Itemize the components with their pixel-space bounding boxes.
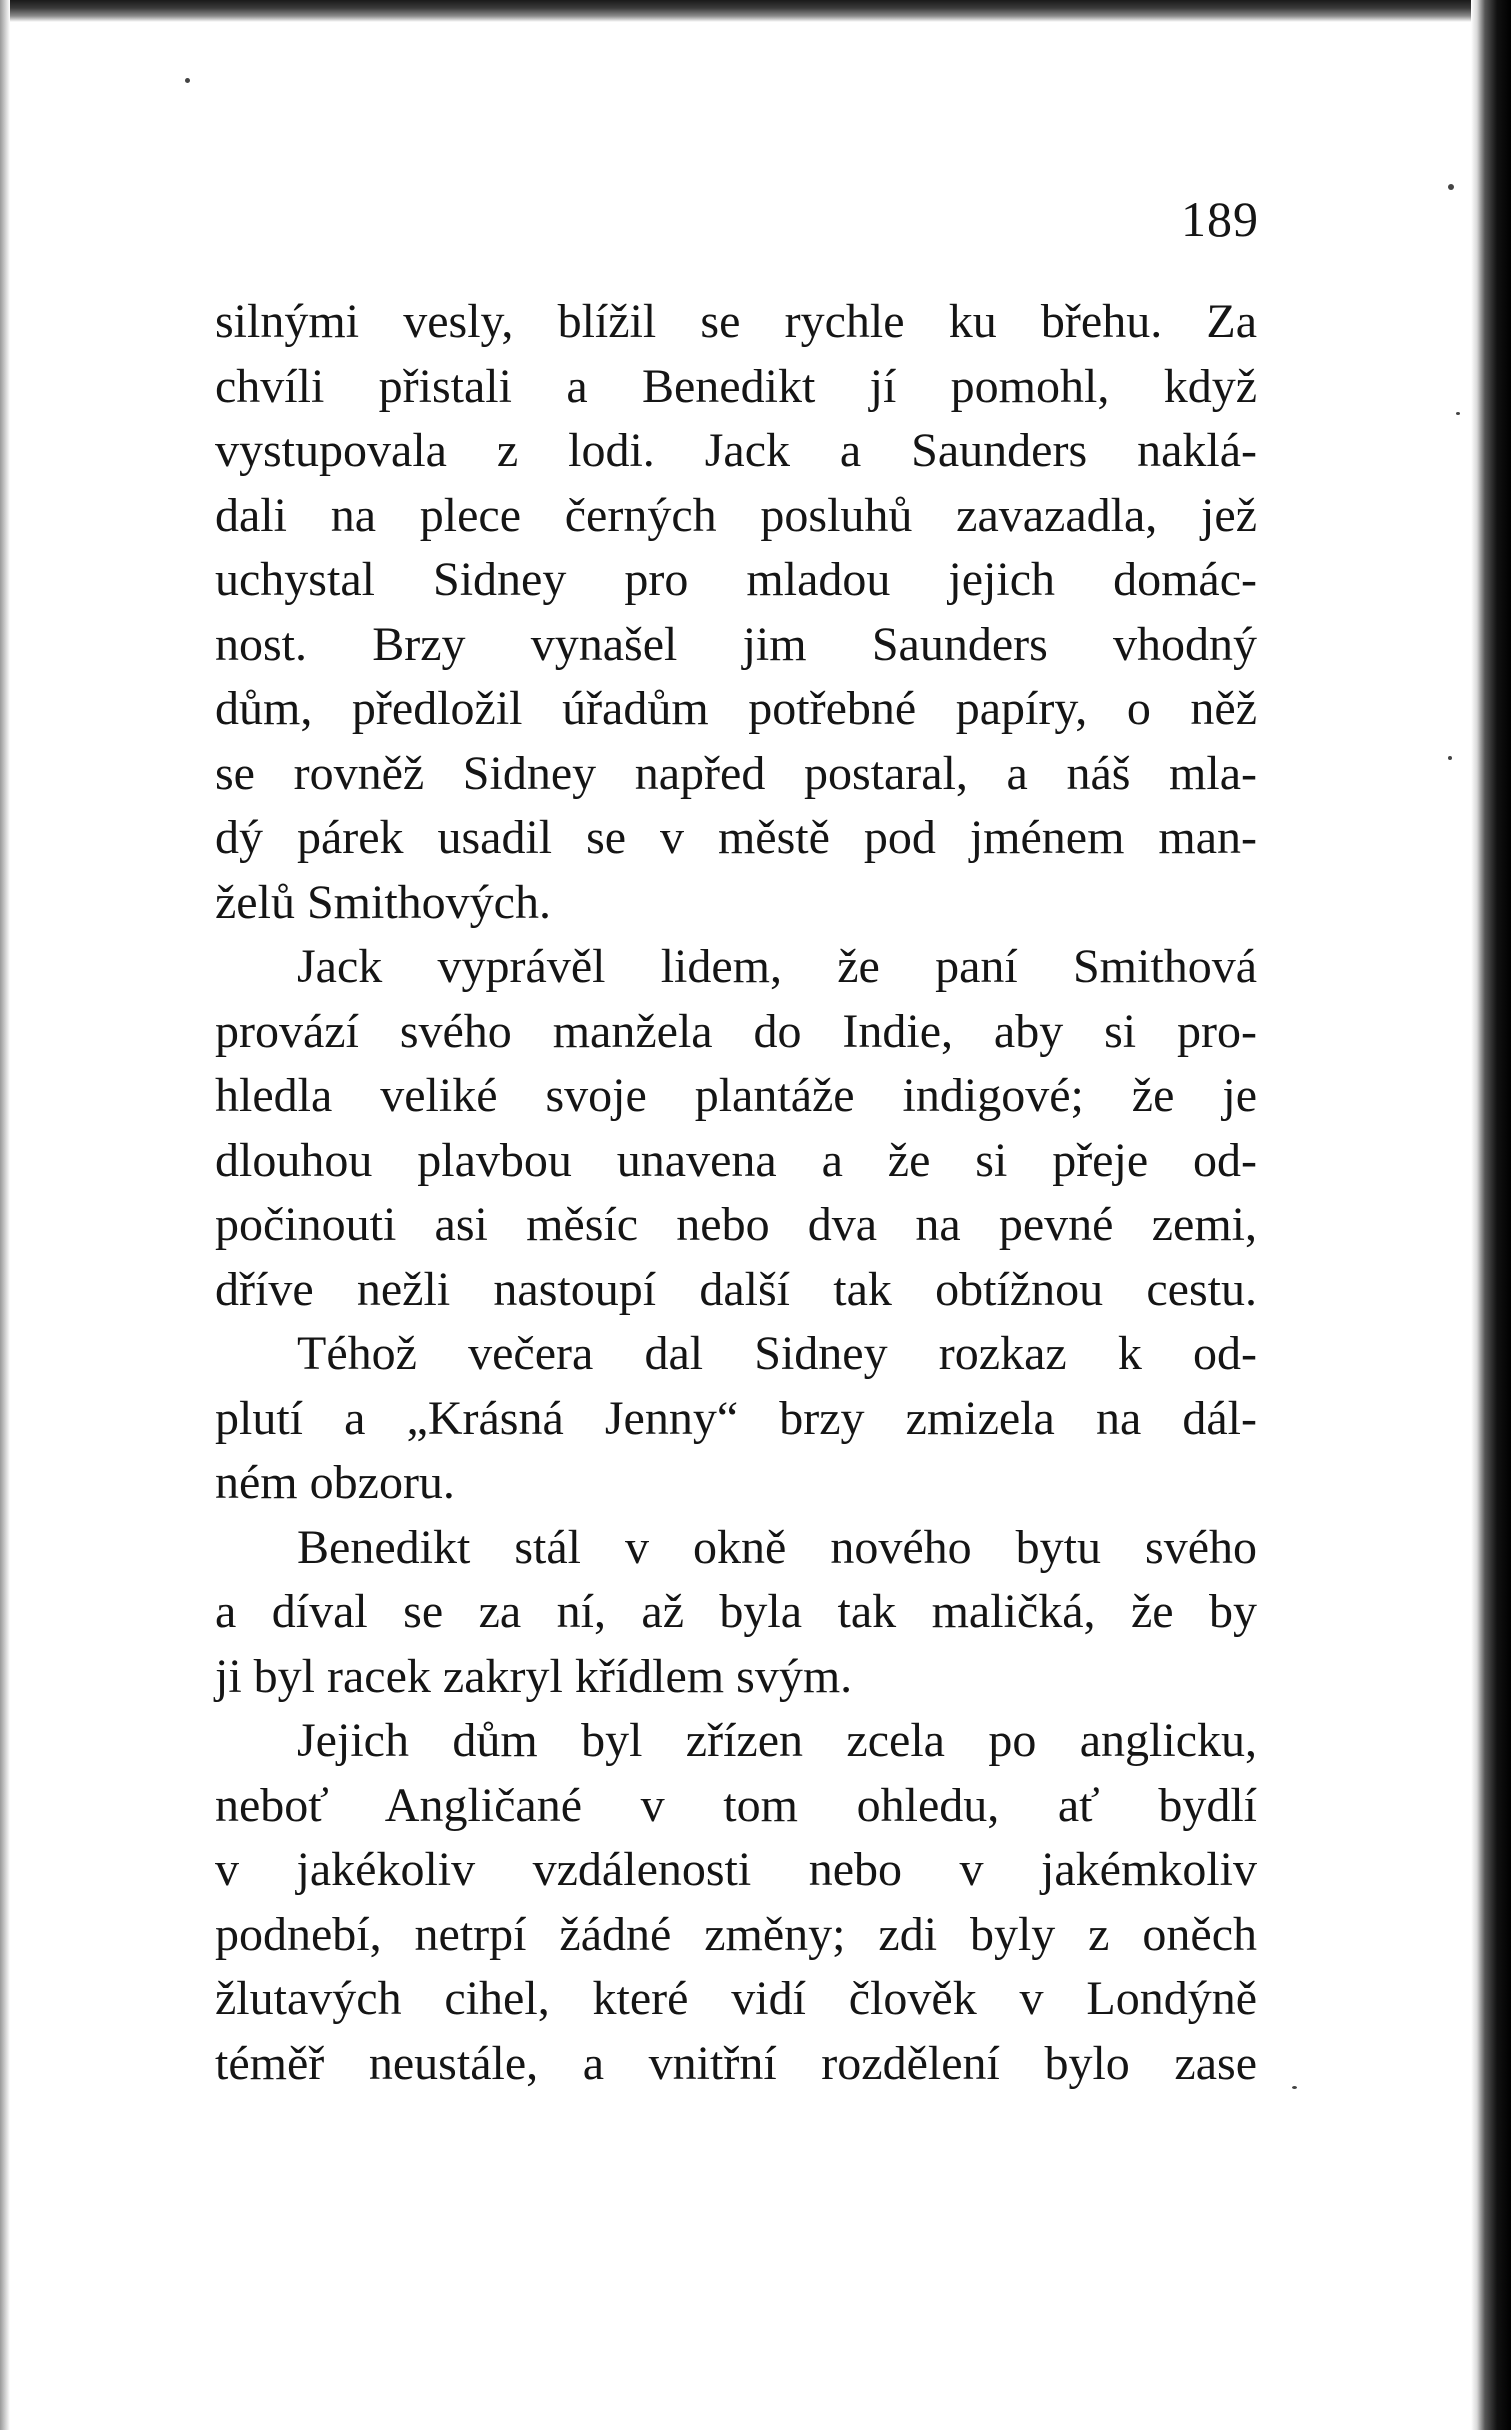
text-line: podnebí, netrpí žádné změny; zdi byly z oněch	[215, 1907, 1257, 1961]
text-line: Téhož večera dal Sidney rozkaz k od-	[297, 1327, 1257, 1380]
text-line: želů Smithových.	[215, 875, 551, 929]
text-line: téměř neustále, a vnitřní rozdělení bylo zase	[215, 2036, 1257, 2090]
page-number: 189	[1181, 191, 1259, 247]
text-line: Benedikt stál v okně nového bytu svého	[297, 1520, 1257, 1574]
scan-edge-top	[0, 0, 1511, 22]
text-line: dlouhou plavbou unavena a že si přeje od-	[215, 1133, 1257, 1187]
text-line: neboť Angličané v tom ohledu, ať bydlí	[215, 1778, 1257, 1832]
scan-speck	[185, 78, 190, 83]
text-line: a díval se za ní, až byla tak maličká, že by	[215, 1585, 1257, 1638]
text-line: uchystal Sidney pro mladou jejich domác-	[215, 553, 1257, 606]
text-line: dali na plece černých posluhů zavazadla, jež	[215, 488, 1257, 542]
text-line: ném obzoru.	[215, 1456, 455, 1509]
body-text	[215, 290, 1257, 2096]
scan-speck	[1456, 412, 1460, 415]
text-line: Jejich dům byl zřízen zcela po anglicku,	[297, 1714, 1257, 1767]
text-line: plutí a „Krásná Jenny“ brzy zmizela na dál-	[215, 1391, 1257, 1445]
text-line: dříve nežli nastoupí další tak obtížnou cestu.	[215, 1262, 1257, 1316]
text-line: se rovněž Sidney napřed postaral, a náš mla-	[215, 746, 1257, 800]
text-line: silnými vesly, blížil se rychle ku břehu. Za	[215, 295, 1257, 348]
scan-edge-right	[1471, 0, 1511, 2430]
text-line: počinouti asi měsíc nebo dva na pevné zemi,	[215, 1198, 1257, 1251]
text-line: ji byl racek zakryl křídlem svým.	[215, 1649, 853, 1703]
text-line: chvíli přistali a Benedikt jí pomohl, když	[215, 359, 1257, 413]
text-line: provází svého manžela do Indie, aby si pro-	[215, 1004, 1257, 1058]
text-line: dý párek usadil se v městě pod jménem man-	[215, 811, 1257, 864]
text-line: v jakékoliv vzdálenosti nebo v jakémkoliv	[215, 1843, 1257, 1896]
text-line: Jack vyprávěl lidem, že paní Smithová	[297, 940, 1257, 993]
scan-speck	[1448, 756, 1452, 760]
text-line: nost. Brzy vynašel jim Saunders vhodný	[215, 617, 1257, 671]
scan-speck	[1448, 184, 1454, 190]
scan-edge-left	[0, 0, 10, 2430]
text-line: dům, předložil úřadům potřebné papíry, o něž	[215, 682, 1257, 735]
text-line: hledla veliké svoje plantáže indigové; že je	[215, 1069, 1257, 1122]
text-line: žlutavých cihel, které vidí člověk v Londýně	[215, 1972, 1257, 2025]
text-line: vystupovala z lodi. Jack a Saunders naklá-	[215, 424, 1257, 477]
scan-speck	[1292, 2086, 1297, 2089]
